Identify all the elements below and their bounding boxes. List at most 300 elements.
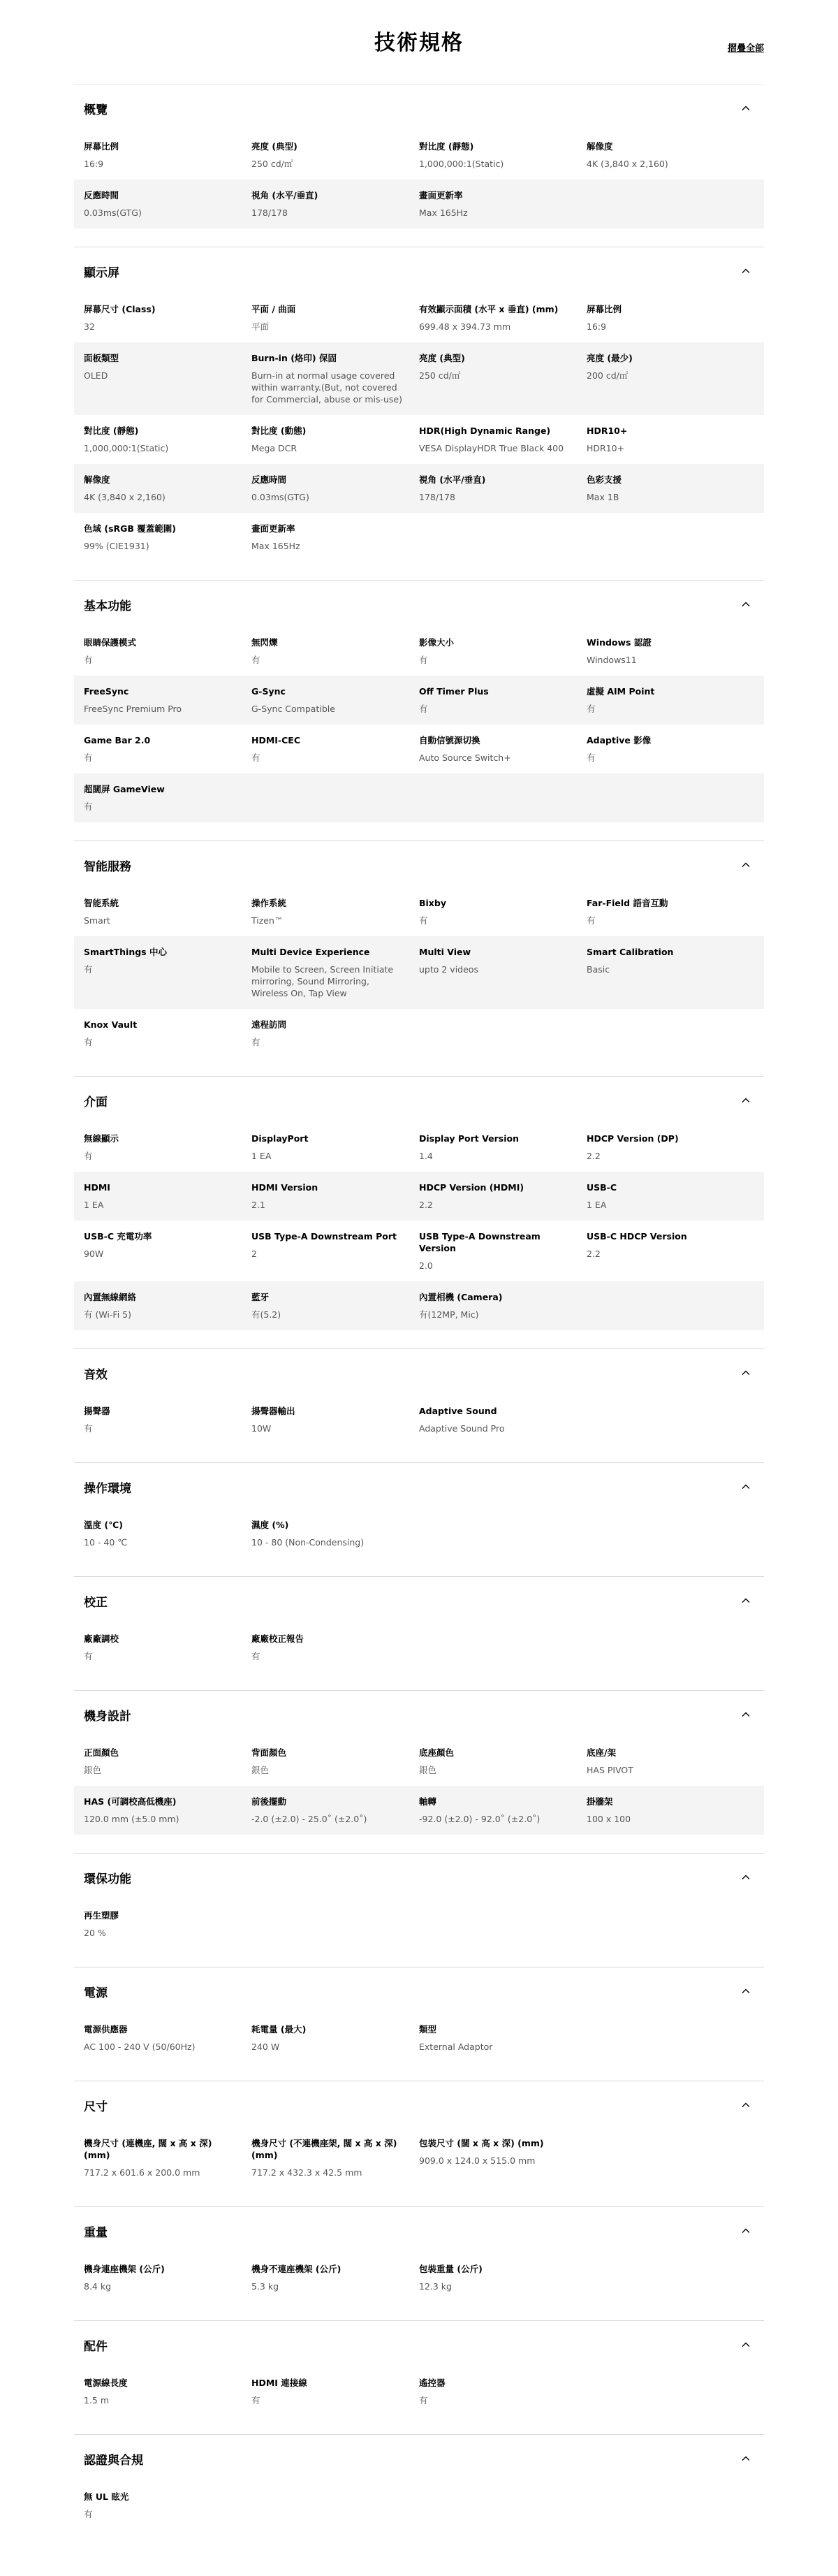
spec-label: 無線顯示 (84, 1133, 119, 1144)
spec-item (419, 474, 587, 503)
section-header[interactable] (74, 841, 764, 887)
spec-label: HDCP Version (HDMI) (419, 1182, 524, 1193)
spec-item (84, 2023, 251, 2053)
spec-row (74, 936, 764, 1009)
spec-value: 2.1 (251, 1200, 265, 1210)
spec-value: 有 (587, 704, 596, 714)
spec-item (84, 2137, 251, 2178)
spec-item (84, 1133, 251, 1162)
spec-item (251, 1019, 419, 1048)
spec-row (74, 415, 764, 464)
section-title: 配件 (84, 2340, 108, 2354)
spec-section (74, 1690, 764, 1853)
spec-value: 10 - 80 (Non-Condensing) (251, 1537, 365, 1548)
spec-item (84, 140, 251, 170)
spec-label: 底座/架 (587, 1747, 617, 1758)
spec-value: 1,000,000:1(Static) (84, 443, 169, 453)
spec-label: 揚聲器 (84, 1406, 110, 1416)
spec-item (419, 1796, 587, 1825)
spec-item (251, 897, 419, 926)
spec-item (419, 2137, 587, 2178)
spec-item (84, 352, 251, 405)
spec-item (84, 1796, 251, 1825)
spec-item (587, 946, 754, 999)
spec-label: 智能系統 (84, 898, 119, 908)
section-title: 基本功能 (84, 599, 131, 613)
spec-label: 電源線長度 (84, 2378, 128, 2388)
spec-value: 有 (84, 1651, 93, 1661)
spec-label: HDMI (84, 1182, 110, 1193)
spec-item (419, 685, 587, 715)
spec-value: 90W (84, 1249, 104, 1259)
spec-value: 有 (251, 655, 260, 665)
section-header[interactable] (74, 2435, 764, 2481)
spec-label: 再生塑膠 (84, 1910, 119, 1921)
spec-value: 有 (587, 915, 596, 926)
section-header[interactable] (74, 2081, 764, 2127)
spec-label: USB-C (587, 1182, 617, 1193)
spec-value: 10 - 40 ℃ (84, 1537, 128, 1548)
chevron-up-icon[interactable] (742, 2341, 750, 2349)
spec-label: 機身尺寸 (不連機座架, 闊 x 高 x 深) (mm) (251, 2138, 397, 2160)
spec-value: 240 W (251, 2042, 280, 2052)
spec-label: 機身不連座機架 (公斤) (251, 2264, 341, 2274)
spec-item (251, 1405, 419, 1434)
spec-item (419, 946, 587, 999)
spec-label: Off Timer Plus (419, 686, 489, 697)
spec-item (251, 1133, 419, 1162)
spec-section (74, 1576, 764, 1690)
spec-label: 藍牙 (251, 1292, 270, 1302)
section-header[interactable] (74, 1577, 764, 1623)
spec-value: 1 EA (84, 1200, 104, 1210)
spec-value: 250 cd/㎡ (251, 159, 293, 169)
section-header[interactable] (74, 1691, 764, 1737)
spec-item (251, 523, 419, 552)
spec-value: 10W (251, 1423, 272, 1434)
spec-item (587, 1747, 754, 1776)
spec-value: 99% (CIE1931) (84, 541, 149, 551)
section-title: 機身設計 (84, 1710, 131, 1724)
spec-item (251, 1291, 419, 1320)
spec-label: 亮度 (最少) (587, 353, 633, 363)
spec-value: 有 (419, 2395, 428, 2406)
spec-value: 5.3 kg (251, 2281, 279, 2292)
spec-item (419, 1181, 587, 1211)
spec-item (419, 140, 587, 170)
spec-value: 有 (84, 964, 93, 975)
spec-value: Mega DCR (251, 443, 297, 453)
spec-row (74, 725, 764, 773)
spec-item (251, 2137, 419, 2178)
spec-item (84, 474, 251, 503)
spec-item (251, 2377, 419, 2406)
spec-section (74, 1076, 764, 1348)
spec-label: 包裝重量 (公斤) (419, 2264, 483, 2274)
spec-item (84, 1230, 251, 1272)
spec-row (74, 2253, 764, 2302)
spec-item (84, 1909, 251, 1939)
spec-label: 掛牆架 (587, 1796, 613, 1807)
spec-value: VESA DisplayHDR True Black 400 (419, 443, 564, 453)
section-title: 操作環境 (84, 1482, 131, 1496)
spec-value: 699.48 x 394.73 mm (419, 321, 511, 332)
spec-item (587, 303, 754, 333)
spec-value: 1 EA (251, 1151, 272, 1161)
spec-value: 2.2 (419, 1200, 433, 1210)
spec-item (251, 352, 419, 405)
spec-value: 200 cd/㎡ (587, 370, 628, 381)
spec-label: 揚聲器輸出 (251, 1406, 295, 1416)
spec-label: 屏幕尺寸 (Class) (84, 304, 156, 314)
spec-value: 有 (251, 2395, 260, 2406)
spec-section (74, 580, 764, 841)
spec-item (251, 2263, 419, 2292)
spec-value: Smart (84, 915, 110, 926)
section-title: 重量 (84, 2226, 108, 2240)
spec-item (251, 1633, 419, 1662)
spec-value: 12.3 kg (419, 2281, 452, 2292)
spec-section (74, 247, 764, 580)
spec-value: FreeSync Premium Pro (84, 704, 182, 714)
spec-section (74, 2206, 764, 2320)
spec-value: 平面 (251, 321, 270, 332)
spec-label: HDMI Version (251, 1182, 318, 1193)
spec-item (84, 783, 251, 813)
spec-value: 有 (84, 1037, 93, 1047)
spec-item (419, 189, 587, 219)
spec-label: 解像度 (587, 141, 613, 152)
spec-row (74, 1623, 764, 1672)
spec-item (419, 2263, 587, 2292)
section-header[interactable] (74, 1854, 764, 1900)
spec-row (74, 1221, 764, 1281)
spec-value: Adaptive Sound Pro (419, 1423, 505, 1434)
spec-label: 色彩支援 (587, 474, 622, 485)
spec-value: 1.4 (419, 1151, 433, 1161)
spec-item (419, 636, 587, 666)
chevron-up-icon[interactable] (742, 1710, 750, 1719)
spec-label: 廠廠調校 (84, 1633, 119, 1644)
spec-value: 8.4 kg (84, 2281, 112, 2292)
spec-label: 畫面更新率 (251, 523, 295, 534)
chevron-up-icon[interactable] (742, 1987, 750, 1995)
spec-item (84, 1405, 251, 1434)
spec-value: HDR10+ (587, 443, 625, 453)
spec-label: 自動信號源切換 (419, 735, 480, 745)
chevron-up-icon[interactable] (742, 2101, 750, 2109)
spec-value: 717.2 x 601.6 x 200.0 mm (84, 2167, 200, 2178)
spec-item (84, 2263, 251, 2292)
spec-item (84, 425, 251, 454)
spec-label: Adaptive Sound (419, 1406, 497, 1416)
chevron-up-icon[interactable] (742, 1096, 750, 1105)
spec-label: Multi Device Experience (251, 947, 370, 957)
spec-section (74, 2320, 764, 2434)
spec-item (587, 352, 754, 405)
spec-item (84, 1019, 251, 1048)
spec-row (74, 2014, 764, 2062)
spec-value: 有 (419, 704, 428, 714)
section-header[interactable] (74, 581, 764, 627)
spec-value: 1,000,000:1(Static) (419, 159, 504, 169)
spec-item (419, 1405, 587, 1434)
spec-label: Knox Vault (84, 1019, 138, 1030)
chevron-up-icon[interactable] (742, 104, 750, 112)
spec-item (84, 303, 251, 333)
section-header[interactable] (74, 1349, 764, 1395)
spec-value: 2 (251, 1249, 257, 1259)
section-header[interactable] (74, 247, 764, 293)
spec-section (74, 84, 764, 247)
spec-row (74, 887, 764, 936)
spec-row (74, 2367, 764, 2416)
chevron-up-icon[interactable] (742, 600, 750, 609)
spec-label: Far-Field 語音互動 (587, 898, 668, 908)
spec-item (587, 425, 754, 454)
spec-value: 有 (587, 752, 596, 763)
spec-label: HDMI 連接線 (251, 2378, 307, 2388)
spec-item (84, 523, 251, 552)
spec-value: 4K (3,840 x 2,160) (587, 159, 668, 169)
chevron-up-icon[interactable] (742, 1596, 750, 1605)
spec-label: 內置相機 (Camera) (419, 1292, 503, 1302)
spec-value: 1.5 m (84, 2395, 110, 2406)
chevron-up-icon[interactable] (742, 861, 750, 869)
spec-label: 平面 / 曲面 (251, 304, 296, 314)
spec-value: Tizen™ (251, 915, 284, 926)
section-title: 環保功能 (84, 1872, 131, 1886)
spec-item (84, 1633, 251, 1662)
spec-value: 有 (84, 752, 93, 763)
spec-item (251, 1230, 419, 1272)
spec-label: Adaptive 影像 (587, 735, 652, 745)
spec-value: 2.0 (419, 1260, 433, 1271)
spec-item (587, 685, 754, 715)
spec-value: 有(12MP, Mic) (419, 1309, 479, 1320)
spec-item (587, 636, 754, 666)
spec-item (251, 303, 419, 333)
spec-label: USB-C HDCP Version (587, 1231, 687, 1242)
spec-item (419, 734, 587, 764)
spec-label: 反應時間 (84, 190, 119, 201)
spec-label: HDMI-CEC (251, 735, 301, 745)
chevron-up-icon[interactable] (742, 1483, 750, 1491)
spec-item (251, 734, 419, 764)
spec-item (587, 1133, 754, 1162)
spec-sections (74, 84, 764, 2548)
spec-label: DisplayPort (251, 1133, 309, 1144)
spec-label: 眼睛保護模式 (84, 637, 137, 648)
spec-row (74, 293, 764, 342)
spec-section (74, 1853, 764, 1967)
spec-label: 無 UL 眩光 (84, 2491, 129, 2502)
spec-value: 16:9 (84, 159, 104, 169)
spec-item (84, 636, 251, 666)
spec-item (587, 1230, 754, 1272)
chevron-up-icon[interactable] (742, 1369, 750, 1377)
spec-label: 溫度 (℃) (84, 1520, 123, 1530)
spec-item (251, 189, 419, 219)
spec-item (251, 685, 419, 715)
section-header[interactable] (74, 1077, 764, 1123)
spec-label: Bixby (419, 898, 446, 908)
chevron-up-icon[interactable] (742, 2227, 750, 2235)
page-title: 技術規格 (374, 31, 464, 55)
spec-value: HAS PIVOT (587, 1765, 633, 1775)
spec-value: 178/178 (251, 208, 288, 218)
spec-item (419, 303, 587, 333)
spec-value: 0.03ms(GTG) (84, 208, 142, 218)
spec-row (74, 676, 764, 725)
spec-label: HDR10+ (587, 425, 628, 436)
spec-value: 909.0 x 124.0 x 515.0 mm (419, 2155, 536, 2166)
spec-row (74, 464, 764, 513)
spec-item (419, 352, 587, 405)
spec-label: 屏幕比例 (84, 141, 119, 152)
spec-label: USB Type-A Downstream Port (251, 1231, 397, 1242)
spec-label: 遙控器 (419, 2378, 446, 2388)
spec-row (74, 773, 764, 822)
spec-item (84, 2377, 251, 2406)
spec-item (84, 946, 251, 999)
spec-value: Mobile to Screen, Screen Initiate mirroring, Sound Mirroring, Wireless On, Tap View (251, 964, 394, 998)
spec-item (84, 1291, 251, 1320)
spec-value: 銀色 (84, 1765, 102, 1775)
spec-label: Smart Calibration (587, 947, 674, 957)
section-header[interactable] (74, 85, 764, 131)
spec-label: 背面顏色 (251, 1747, 287, 1758)
spec-item (419, 897, 587, 926)
spec-label: 內置無線網絡 (84, 1292, 137, 1302)
spec-label: 廠廠校正報告 (251, 1633, 304, 1644)
spec-label: 亮度 (典型) (251, 141, 297, 152)
spec-item (587, 474, 754, 503)
spec-item (251, 636, 419, 666)
spec-label: 對比度 (動態) (251, 425, 307, 436)
spec-label: 亮度 (典型) (419, 353, 465, 363)
spec-value: 0.03ms(GTG) (251, 492, 309, 502)
spec-value: 有 (251, 752, 260, 763)
spec-value: -2.0 (±2.0) - 25.0˚ (±2.0˚) (251, 1814, 367, 1824)
spec-item (419, 2377, 587, 2406)
spec-item (84, 1747, 251, 1776)
section-title: 智能服務 (84, 860, 131, 874)
spec-label: 反應時間 (251, 474, 287, 485)
spec-value: External Adaptor (419, 2042, 493, 2052)
spec-value: 717.2 x 432.3 x 42.5 mm (251, 2167, 362, 2178)
spec-label: Windows 認證 (587, 637, 652, 648)
spec-label: 濕度 (%) (251, 1520, 289, 1530)
spec-value: Windows11 (587, 655, 637, 665)
spec-value: Basic (587, 964, 610, 975)
spec-label: 正面顏色 (84, 1747, 119, 1758)
spec-item (251, 474, 419, 503)
chevron-up-icon[interactable] (742, 2454, 750, 2463)
spec-value: -92.0 (±2.0) - 92.0˚ (±2.0˚) (419, 1814, 541, 1824)
section-header[interactable] (74, 1967, 764, 2014)
chevron-up-icon[interactable] (742, 267, 750, 275)
spec-item (251, 2023, 419, 2053)
spec-label: Burn-in (烙印) 保固 (251, 353, 337, 363)
spec-row (74, 342, 764, 415)
spec-label: 機身連座機架 (公斤) (84, 2264, 165, 2274)
spec-label: 屏幕比例 (587, 304, 622, 314)
spec-label: 遠程訪問 (251, 1019, 287, 1030)
spec-row (74, 1786, 764, 1835)
spec-value: OLED (84, 370, 108, 381)
spec-value: Auto Source Switch+ (419, 752, 511, 763)
section-title: 認證與合規 (84, 2454, 143, 2468)
spec-label: Display Port Version (419, 1133, 519, 1144)
spec-label: 面板類型 (84, 353, 119, 363)
spec-label: 耗電量 (最大) (251, 2024, 307, 2035)
spec-value: Max 1B (587, 492, 619, 502)
spec-item (251, 1796, 419, 1825)
spec-label: SmartThings 中心 (84, 947, 167, 957)
spec-row (74, 513, 764, 562)
spec-value: 有 (Wi-Fi 5) (84, 1309, 131, 1320)
spec-label: 包裝尺寸 (闊 x 高 x 深) (mm) (419, 2138, 544, 2148)
spec-item (84, 685, 251, 715)
spec-item (251, 140, 419, 170)
spec-item (587, 734, 754, 764)
section-header[interactable] (74, 2321, 764, 2367)
spec-value: 有 (419, 915, 428, 926)
spec-value: 32 (84, 321, 95, 332)
spec-label: 視角 (水平/垂直) (251, 190, 318, 201)
spec-row (74, 180, 764, 228)
section-title: 尺寸 (84, 2100, 108, 2114)
spec-section (74, 2434, 764, 2548)
spec-row (74, 1123, 764, 1172)
spec-label: 機身尺寸 (連機座, 闊 x 高 x 深) (mm) (84, 2138, 212, 2160)
spec-label: 色域 (sRGB 覆蓋範圍) (84, 523, 176, 534)
spec-value: 2.2 (587, 1249, 601, 1259)
page-header (0, 0, 838, 84)
spec-value: 有 (84, 1423, 93, 1434)
spec-value: 有 (84, 1151, 93, 1161)
spec-label: FreeSync (84, 686, 129, 697)
spec-label: 對比度 (靜態) (419, 141, 474, 152)
spec-value: 120.0 mm (±5.0 mm) (84, 1814, 179, 1824)
spec-row (74, 1009, 764, 1058)
spec-item (419, 1133, 587, 1162)
spec-label: 類型 (419, 2024, 437, 2035)
spec-value: 1 EA (587, 1200, 607, 1210)
section-header[interactable] (74, 2207, 764, 2253)
chevron-up-icon[interactable] (742, 1873, 750, 1882)
spec-value: AC 100 - 240 V (50/60Hz) (84, 2042, 196, 2052)
spec-row (74, 1509, 764, 1558)
spec-value: 有 (251, 1651, 260, 1661)
spec-row (74, 2481, 764, 2530)
spec-label: G-Sync (251, 686, 286, 697)
spec-value: 有 (84, 2509, 93, 2519)
spec-item (84, 2491, 251, 2520)
spec-item (419, 1230, 587, 1272)
spec-label: 操作系統 (251, 898, 287, 908)
spec-item (251, 946, 419, 999)
spec-value: Burn-in at normal usage covered within warranty.(But, not covered for Commercial, abuse or mis-use) (251, 370, 402, 405)
spec-label: Game Bar 2.0 (84, 735, 151, 745)
section-title: 音效 (84, 1368, 108, 1382)
spec-label: 電源供應器 (84, 2024, 128, 2035)
collapse-all-link[interactable]: 摺疊全部 (727, 43, 764, 54)
spec-row (74, 627, 764, 676)
section-header[interactable] (74, 1463, 764, 1509)
spec-item (251, 1519, 419, 1548)
